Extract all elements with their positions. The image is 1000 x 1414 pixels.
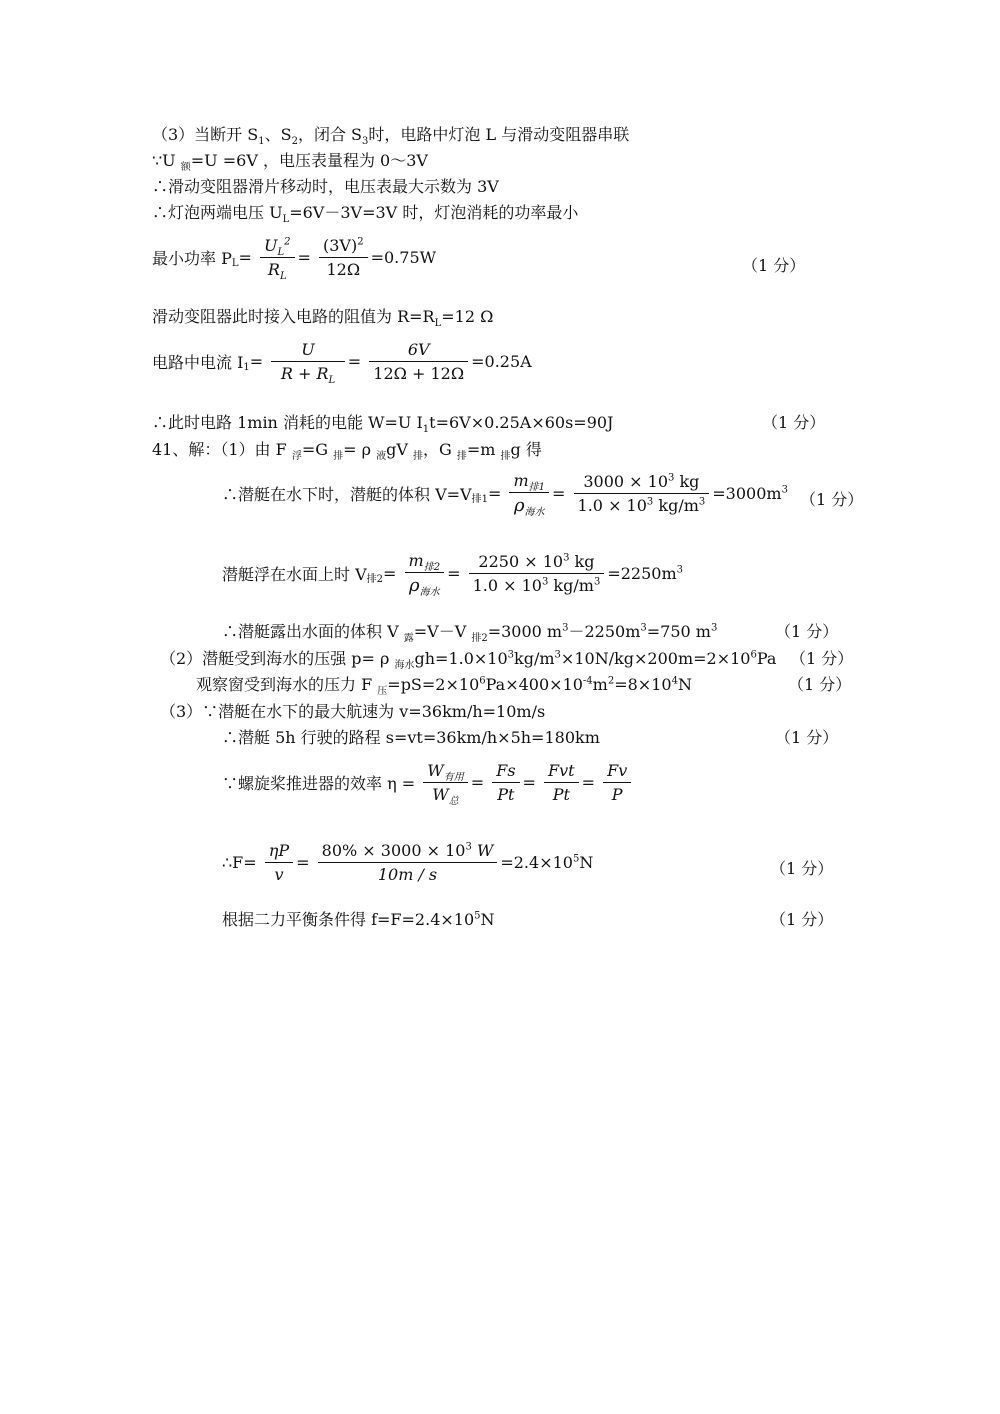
part3-line4: ∴灯泡两端电压 $U_L=6V-3V=3V$ 时，灯泡消耗的功率最小	[152, 203, 579, 226]
score-mark: （1 分）	[770, 910, 834, 929]
q41-balance: 根据二力平衡条件得 $f=F=2.4\times 10^5N$	[222, 910, 495, 929]
volume-floating-equation: 潜艇浮在水面上时 $V_{排2}=$ $\frac{m_{排2}}{\rho_{海水}}$ = $\frac{2250 \times 10^3 kg}{1.0 \times 10^3 kg/m^3}$ $=2250m^3$	[222, 551, 683, 599]
q41-pressure: （2）潜艇受到海水的压强 p= ρ $_{海水}gh=1.0\times 10^3kg/m^3\times 10N/kg\times 200m=2\times 10^6Pa$	[160, 649, 777, 672]
q41-speed: （3）∵潜艇在水下的最大航速为 v=36km/h=10m/s	[160, 702, 546, 721]
score-mark: （1 分）	[800, 490, 864, 509]
fraction-m-over-rho: $\frac{m_{排1}}{\rho_{海水}}$	[509, 471, 549, 516]
fraction-power-over-speed: $\frac{80\% \times 3000 \times 10^3 W}{10m / s}$	[318, 841, 498, 884]
force-equation: ∴F= $\frac{\eta P}{v}$ = $\frac{80\% \times 3000 \times 10^3 W}{10m / s}$ $=2.4\times 10^5N$	[222, 841, 594, 884]
fraction-eta-p-over-v: $\frac{\eta P}{v}$	[265, 841, 293, 884]
fraction-m2-over-rho: $\frac{m_{排2}}{\rho_{海水}}$	[405, 551, 445, 596]
q41-distance: ∴潜艇 5h 行驶的路程 s=vt=36km/h×5h=180km	[222, 728, 600, 747]
part3-line8: ∴此时电路 1min 消耗的电能 W=U $I_1t=6V\times 0.25A\times 60s=90J$	[152, 413, 614, 436]
fraction-6v-over-24ohm: $\frac{6V}{12\Omega + 12\Omega}$	[369, 340, 468, 383]
fraction-fv-over-p: $\frac{Fv}{P}$	[603, 761, 631, 804]
q41-force: 观察窗受到海水的压力 F $_压=pS=2\times 10^6Pa\times 400\times 10^{-4}m^2=8\times 10^4N$	[196, 675, 692, 698]
part3-line6: 滑动变阻器此时接入电路的阻值为 $R=R_L=12$ Ω	[152, 307, 494, 330]
fraction-w-useful-over-w-total: $\frac{W_{有用}}{W_总}$	[423, 761, 467, 804]
part3-line2: ∵U $_额$=U =6V ，电压表量程为 0～3V	[152, 151, 428, 174]
volume-submerged-equation: ∴潜艇在水下时，潜艇的体积 $V=V_{排1}=$ $\frac{m_{排1}}{\rho_{海水}}$ = $\frac{3000 \times 10^3 kg}{1.0 \times 10^3 kg/m^3}$ $=3000m^3$	[222, 471, 788, 519]
score-mark: （1 分）	[742, 256, 806, 275]
fraction-fvt-over-pt: $\frac{\text{Fvt}}{Pt}$	[544, 761, 579, 804]
part3-line3: ∴滑动变阻器滑片移动时，电压表最大示数为 3V	[152, 177, 499, 196]
fraction-u-over-r-plus-rl: $\frac{U}{R + R_L}$	[271, 340, 344, 383]
score-mark: （1 分）	[762, 413, 826, 432]
fraction-fs-over-pt: $\frac{Fs}{Pt}$	[492, 761, 519, 804]
score-mark: （1 分）	[790, 649, 854, 668]
q41-line1: 41、解：（1）由 F $_浮$=G $_排$= ρ $_液$gV $_排$，G $_排$=m $_排$g 得	[152, 440, 542, 463]
fraction-ul2-over-rl: $\frac{U_L^2}{R_L}$	[260, 236, 295, 279]
score-mark: （1 分）	[770, 859, 834, 878]
min-power-equation: 最小功率 $P_L=$ $\frac{U_L^2}{R_L}$ = $\frac{(3V)^2}{12\Omega}$ =0.75W	[152, 236, 437, 283]
score-mark: （1 分）	[788, 675, 852, 694]
fraction-2250-over-1000: $\frac{2250 \times 10^3 kg}{1.0 \times 10^3 kg/m^3}$	[469, 552, 605, 595]
score-mark: （1 分）	[775, 728, 839, 747]
fraction-3000-over-1000: $\frac{3000 \times 10^3 kg}{1.0 \times 10^3 kg/m^3}$	[574, 472, 710, 515]
fraction-3v2-over-12ohm: $\frac{(3V)^2}{12\Omega}$	[319, 236, 368, 279]
q41-exposed-volume: ∴潜艇露出水面的体积 V $_露$=V－V $_{排2}$=3000 $m^3-2250m^3=750$ $m^3$	[222, 622, 718, 645]
score-mark: （1 分）	[775, 622, 839, 641]
part3-line1: （3）当断开 $S_1$、$S_2$，闭合 $S_3$时，电路中灯泡 L 与滑动变阻器串联	[152, 125, 630, 148]
efficiency-equation: ∵螺旋桨推进器的效率 η = $\frac{W_{有用}}{W_总}$ = $\frac{Fs}{Pt}$ = $\frac{\text{Fvt}}{Pt}$ = $\frac{Fv}{P}$	[222, 761, 634, 804]
current-equation: 电路中电流 $I_1=$ $\frac{U}{R + R_L}$ = $\frac{6V}{12\Omega + 12\Omega}$ =0.25A	[152, 340, 532, 387]
